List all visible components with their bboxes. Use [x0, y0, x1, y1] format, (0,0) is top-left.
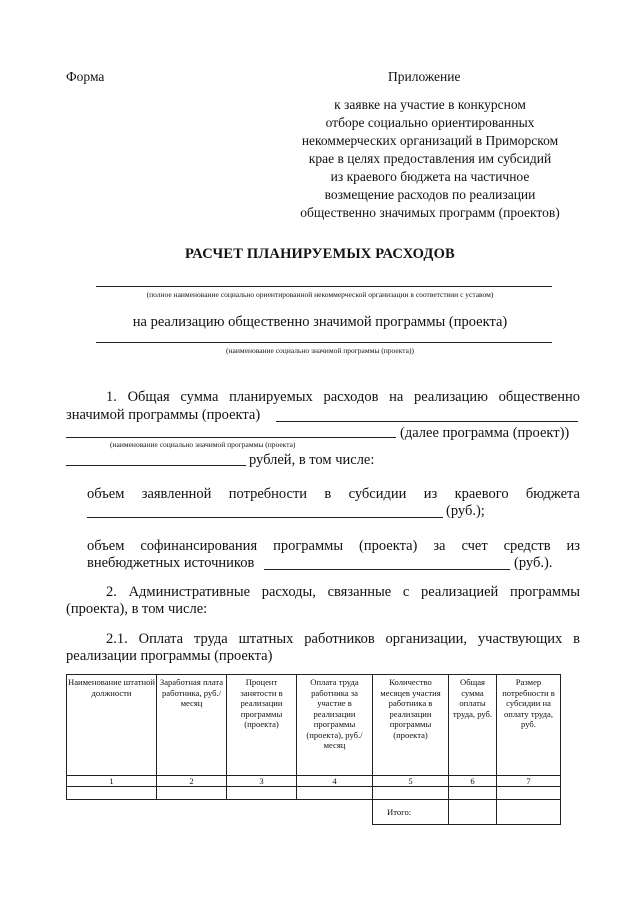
section1-line4-suffix: рублей, в том числе: [249, 452, 375, 468]
column-number: 4 [297, 776, 373, 787]
table-header-cell: Наименование штатной должности [67, 675, 157, 776]
table-header-row [67, 675, 561, 776]
need-line2-suffix: (руб.); [446, 503, 485, 519]
org-name-line [96, 286, 552, 287]
appendix-block [280, 96, 580, 222]
table-cell[interactable] [67, 787, 157, 800]
total-label: Итого: [373, 800, 449, 825]
column-number: 7 [497, 776, 561, 787]
table-header-cell: Оплата труда работника за участие в реализации программы (проекта), руб./месяц [297, 675, 373, 776]
table-header-cell: Процент занятости в реализации программы (проекта) [227, 675, 297, 776]
section1-line2: значимой программы (проекта) [66, 407, 261, 423]
table-cell[interactable] [497, 787, 561, 800]
cofin-blank [264, 569, 510, 570]
appendix-title: Приложение [388, 69, 461, 84]
table-blank-cell [67, 800, 157, 825]
program-caption: (наименование социально значимой программы (проекта)) [226, 346, 414, 355]
section2-line1: 2. Административные расходы, связанные с реализацией программы [106, 584, 580, 600]
table-total-row [67, 800, 561, 825]
form-label: Форма [66, 69, 105, 84]
section21-line1: 2.1. Оплата труда штатных работников организации, участвующих в [106, 631, 580, 647]
table-blank-cell [227, 800, 297, 825]
total-need-cell[interactable] [497, 800, 561, 825]
column-number: 5 [373, 776, 449, 787]
appendix-line: крае в целях предоставления им субсидий [308, 151, 552, 166]
table-blank-cell [157, 800, 227, 825]
salary-table [66, 674, 561, 825]
section1-caption: (наименование социально значимой программы (проекта) [110, 440, 296, 449]
purpose-line: на реализацию общественно значимой программы (проекта) [132, 314, 508, 330]
column-number: 3 [227, 776, 297, 787]
need-blank [87, 517, 443, 518]
need-line1: объем заявленной потребности в субсидии из краевого бюджета [87, 486, 580, 502]
table-cell[interactable] [449, 787, 497, 800]
appendix-line: общественно значимых программ (проектов) [300, 205, 560, 220]
appendix-line: к заявке на участие в конкурсном [334, 97, 526, 112]
appendix-line: из краевого бюджета на частичное [330, 169, 530, 184]
section1-blank-1 [276, 421, 578, 422]
appendix-line: отборе социально ориентированных [325, 115, 535, 130]
column-number: 2 [157, 776, 227, 787]
appendix-line: возмещение расходов по реализации [324, 187, 536, 202]
section1-blank-2 [66, 437, 396, 438]
section1-line1: 1. Общая сумма планируемых расходов на реализацию общественно [106, 389, 580, 405]
table-header-cell: Общая сумма оплаты труда, руб. [449, 675, 497, 776]
table-blank-cell [297, 800, 373, 825]
table-cell[interactable] [297, 787, 373, 800]
appendix-line: некоммерческих организаций в Приморском [301, 133, 559, 148]
column-number: 6 [449, 776, 497, 787]
table-cell[interactable] [157, 787, 227, 800]
org-caption: (полное наименование социально ориентированной некоммерческой организации в соответствии с уставом) [146, 290, 494, 299]
table-header-cell: Размер потребности в субсидии на оплату труда, руб. [497, 675, 561, 776]
section2-line2: (проекта), в том числе: [66, 601, 208, 617]
table-cell[interactable] [373, 787, 449, 800]
table-header-cell: Количество месяцев участия работника в реализации программы (проекта) [373, 675, 449, 776]
section21-line2: реализации программы (проекта) [66, 648, 273, 664]
table-number-row [67, 776, 561, 787]
section1-line3-suffix: (далее программа (проект)) [400, 425, 570, 441]
table-header-cell: Заработная плата работника, руб./месяц [157, 675, 227, 776]
section1-blank-3 [66, 465, 246, 466]
table-cell[interactable] [227, 787, 297, 800]
cofin-line1: объем софинансирования программы (проекта) за счет средств из [87, 538, 580, 554]
total-sum-cell[interactable] [449, 800, 497, 825]
cofin-line2-prefix: внебюджетных источников [87, 555, 255, 571]
column-number: 1 [67, 776, 157, 787]
program-name-line [96, 342, 552, 343]
document-title: РАСЧЕТ ПЛАНИРУЕМЫХ РАСХОДОВ [185, 246, 455, 262]
table-row [67, 787, 561, 800]
cofin-line2-suffix: (руб.). [514, 555, 553, 571]
